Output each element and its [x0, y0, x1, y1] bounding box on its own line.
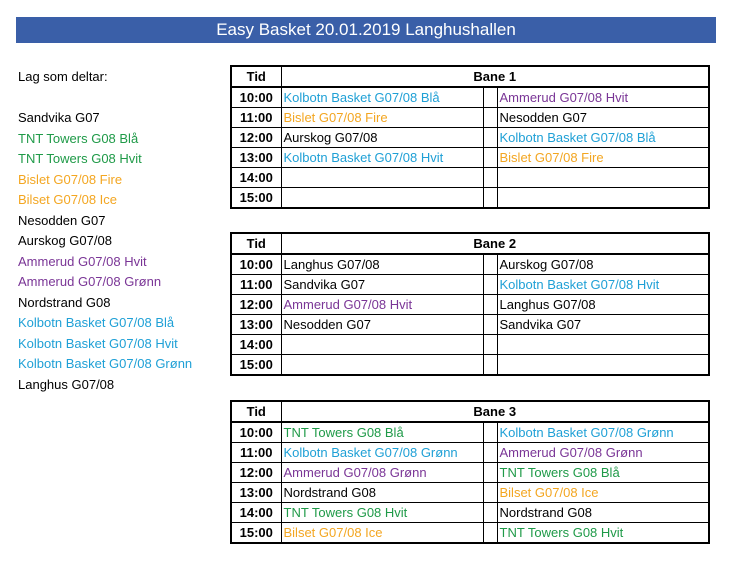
separator-cell: [483, 87, 497, 108]
separator-cell: [483, 188, 497, 209]
schedule-row: [231, 315, 709, 335]
separator-cell: [483, 523, 497, 544]
separator-cell: [483, 108, 497, 128]
schedule-row: [231, 128, 709, 148]
time-cell: 15:00: [231, 188, 281, 209]
time-cell: 13:00: [231, 148, 281, 168]
time-cell: 14:00: [231, 335, 281, 355]
time-header: Tid: [231, 66, 281, 87]
away-team-cell: TNT Towers G08 Blå: [497, 463, 709, 483]
separator-cell: [483, 463, 497, 483]
home-team-cell: Ammerud G07/08 Grønn: [281, 463, 483, 483]
team-item: Nordstrand G08: [18, 294, 111, 310]
team-item: Nesodden G07: [18, 212, 106, 228]
away-team-cell: Aurskog G07/08: [497, 254, 709, 275]
schedule-row: [231, 463, 709, 483]
team-item: TNT Towers G08 Hvit: [18, 151, 142, 166]
home-team-cell: Langhus G07/08: [281, 254, 483, 275]
home-team-cell: Bislet G07/08 Fire: [281, 108, 483, 128]
team-item: Ammerud G07/08 Grønn: [18, 274, 162, 289]
separator-cell: [483, 295, 497, 315]
schedule-table-bane-3: [230, 400, 710, 544]
time-cell: 13:00: [231, 315, 281, 335]
away-team-cell: Ammerud G07/08 Grønn: [497, 443, 709, 463]
away-team-cell: [497, 168, 709, 188]
home-team-cell: Nesodden G07: [281, 315, 483, 335]
away-team-cell: Kolbotn Basket G07/08 Blå: [497, 128, 709, 148]
time-cell: 15:00: [231, 523, 281, 544]
home-team-cell: Kolbotn Basket G07/08 Hvit: [281, 148, 483, 168]
home-team-cell: Aurskog G07/08: [281, 128, 483, 148]
home-team-cell: Ammerud G07/08 Hvit: [281, 295, 483, 315]
separator-cell: [483, 335, 497, 355]
separator-cell: [483, 355, 497, 376]
schedule-row: [231, 188, 709, 209]
separator-cell: [483, 128, 497, 148]
separator-cell: [483, 315, 497, 335]
team-item: Sandvika G07: [18, 110, 100, 125]
away-team-cell: Nesodden G07: [497, 108, 709, 128]
away-team-cell: Ammerud G07/08 Hvit: [497, 87, 709, 108]
team-item: Bilset G07/08 Ice: [18, 192, 117, 207]
schedule-row: [231, 503, 709, 523]
team-items: [18, 108, 192, 395]
home-team-cell: [281, 168, 483, 188]
team-list-header: Lag som deltar:: [18, 69, 108, 84]
schedule-row: [231, 483, 709, 503]
away-team-cell: Kolbotn Basket G07/08 Grønn: [497, 422, 709, 443]
time-cell: 12:00: [231, 463, 281, 483]
schedule-row: [231, 148, 709, 168]
team-item: TNT Towers G08 Blå: [18, 130, 139, 146]
away-team-cell: Bilset G07/08 Ice: [497, 483, 709, 503]
time-cell: 10:00: [231, 254, 281, 275]
away-team-cell: Nordstrand G08: [497, 503, 709, 523]
separator-cell: [483, 168, 497, 188]
schedule-row: [231, 295, 709, 315]
schedule-row: [231, 254, 709, 275]
away-team-cell: [497, 188, 709, 209]
away-team-cell: Bislet G07/08 Fire: [497, 148, 709, 168]
separator-cell: [483, 422, 497, 443]
spacer: [18, 87, 192, 108]
separator-cell: [483, 503, 497, 523]
court-header: Bane 3: [281, 401, 709, 422]
schedule-table-bane-1: [230, 65, 710, 209]
time-cell: 12:00: [231, 295, 281, 315]
away-team-cell: [497, 335, 709, 355]
home-team-cell: [281, 335, 483, 355]
team-item: Kolbotn Basket G07/08 Hvit: [18, 335, 178, 351]
away-team-cell: TNT Towers G08 Hvit: [497, 523, 709, 544]
team-item: Langhus G07/08: [18, 376, 115, 392]
schedule-row: [231, 443, 709, 463]
away-team-cell: [497, 355, 709, 376]
home-team-cell: [281, 188, 483, 209]
time-cell: 10:00: [231, 422, 281, 443]
team-list: [18, 66, 192, 395]
away-team-cell: Sandvika G07: [497, 315, 709, 335]
schedule-row: [231, 355, 709, 376]
time-header: Tid: [231, 401, 281, 422]
home-team-cell: [281, 355, 483, 376]
away-team-cell: Langhus G07/08: [497, 295, 709, 315]
time-cell: 11:00: [231, 108, 281, 128]
schedule-row: [231, 168, 709, 188]
home-team-cell: Bilset G07/08 Ice: [281, 523, 483, 544]
time-cell: 14:00: [231, 503, 281, 523]
separator-cell: [483, 275, 497, 295]
team-item: Kolbotn Basket G07/08 Blå: [18, 315, 175, 330]
schedule-row: [231, 523, 709, 544]
court-header: Bane 1: [281, 66, 709, 87]
court-header: Bane 2: [281, 233, 709, 254]
time-cell: 15:00: [231, 355, 281, 376]
schedule-row: [231, 87, 709, 108]
home-team-cell: Kolbotn Basket G07/08 Blå: [281, 87, 483, 108]
schedule-table-bane-2: [230, 232, 710, 376]
away-team-cell: Kolbotn Basket G07/08 Hvit: [497, 275, 709, 295]
schedule-row: [231, 275, 709, 295]
time-cell: 12:00: [231, 128, 281, 148]
time-cell: 10:00: [231, 87, 281, 108]
separator-cell: [483, 148, 497, 168]
home-team-cell: Nordstrand G08: [281, 483, 483, 503]
home-team-cell: TNT Towers G08 Blå: [281, 422, 483, 443]
team-item: Bislet G07/08 Fire: [18, 171, 123, 187]
time-cell: 11:00: [231, 275, 281, 295]
team-item: Aurskog G07/08: [18, 233, 112, 248]
time-header: Tid: [231, 233, 281, 254]
separator-cell: [483, 443, 497, 463]
schedule-row: [231, 108, 709, 128]
time-cell: 13:00: [231, 483, 281, 503]
schedule-row: [231, 422, 709, 443]
page-title: Easy Basket 20.01.2019 Langhushallen: [16, 17, 716, 43]
time-cell: 14:00: [231, 168, 281, 188]
separator-cell: [483, 483, 497, 503]
home-team-cell: TNT Towers G08 Hvit: [281, 503, 483, 523]
schedule-row: [231, 335, 709, 355]
home-team-cell: Kolbotn Basket G07/08 Grønn: [281, 443, 483, 463]
team-item: Ammerud G07/08 Hvit: [18, 253, 147, 269]
home-team-cell: Sandvika G07: [281, 275, 483, 295]
separator-cell: [483, 254, 497, 275]
time-cell: 11:00: [231, 443, 281, 463]
team-item: Kolbotn Basket G07/08 Grønn: [18, 356, 193, 371]
